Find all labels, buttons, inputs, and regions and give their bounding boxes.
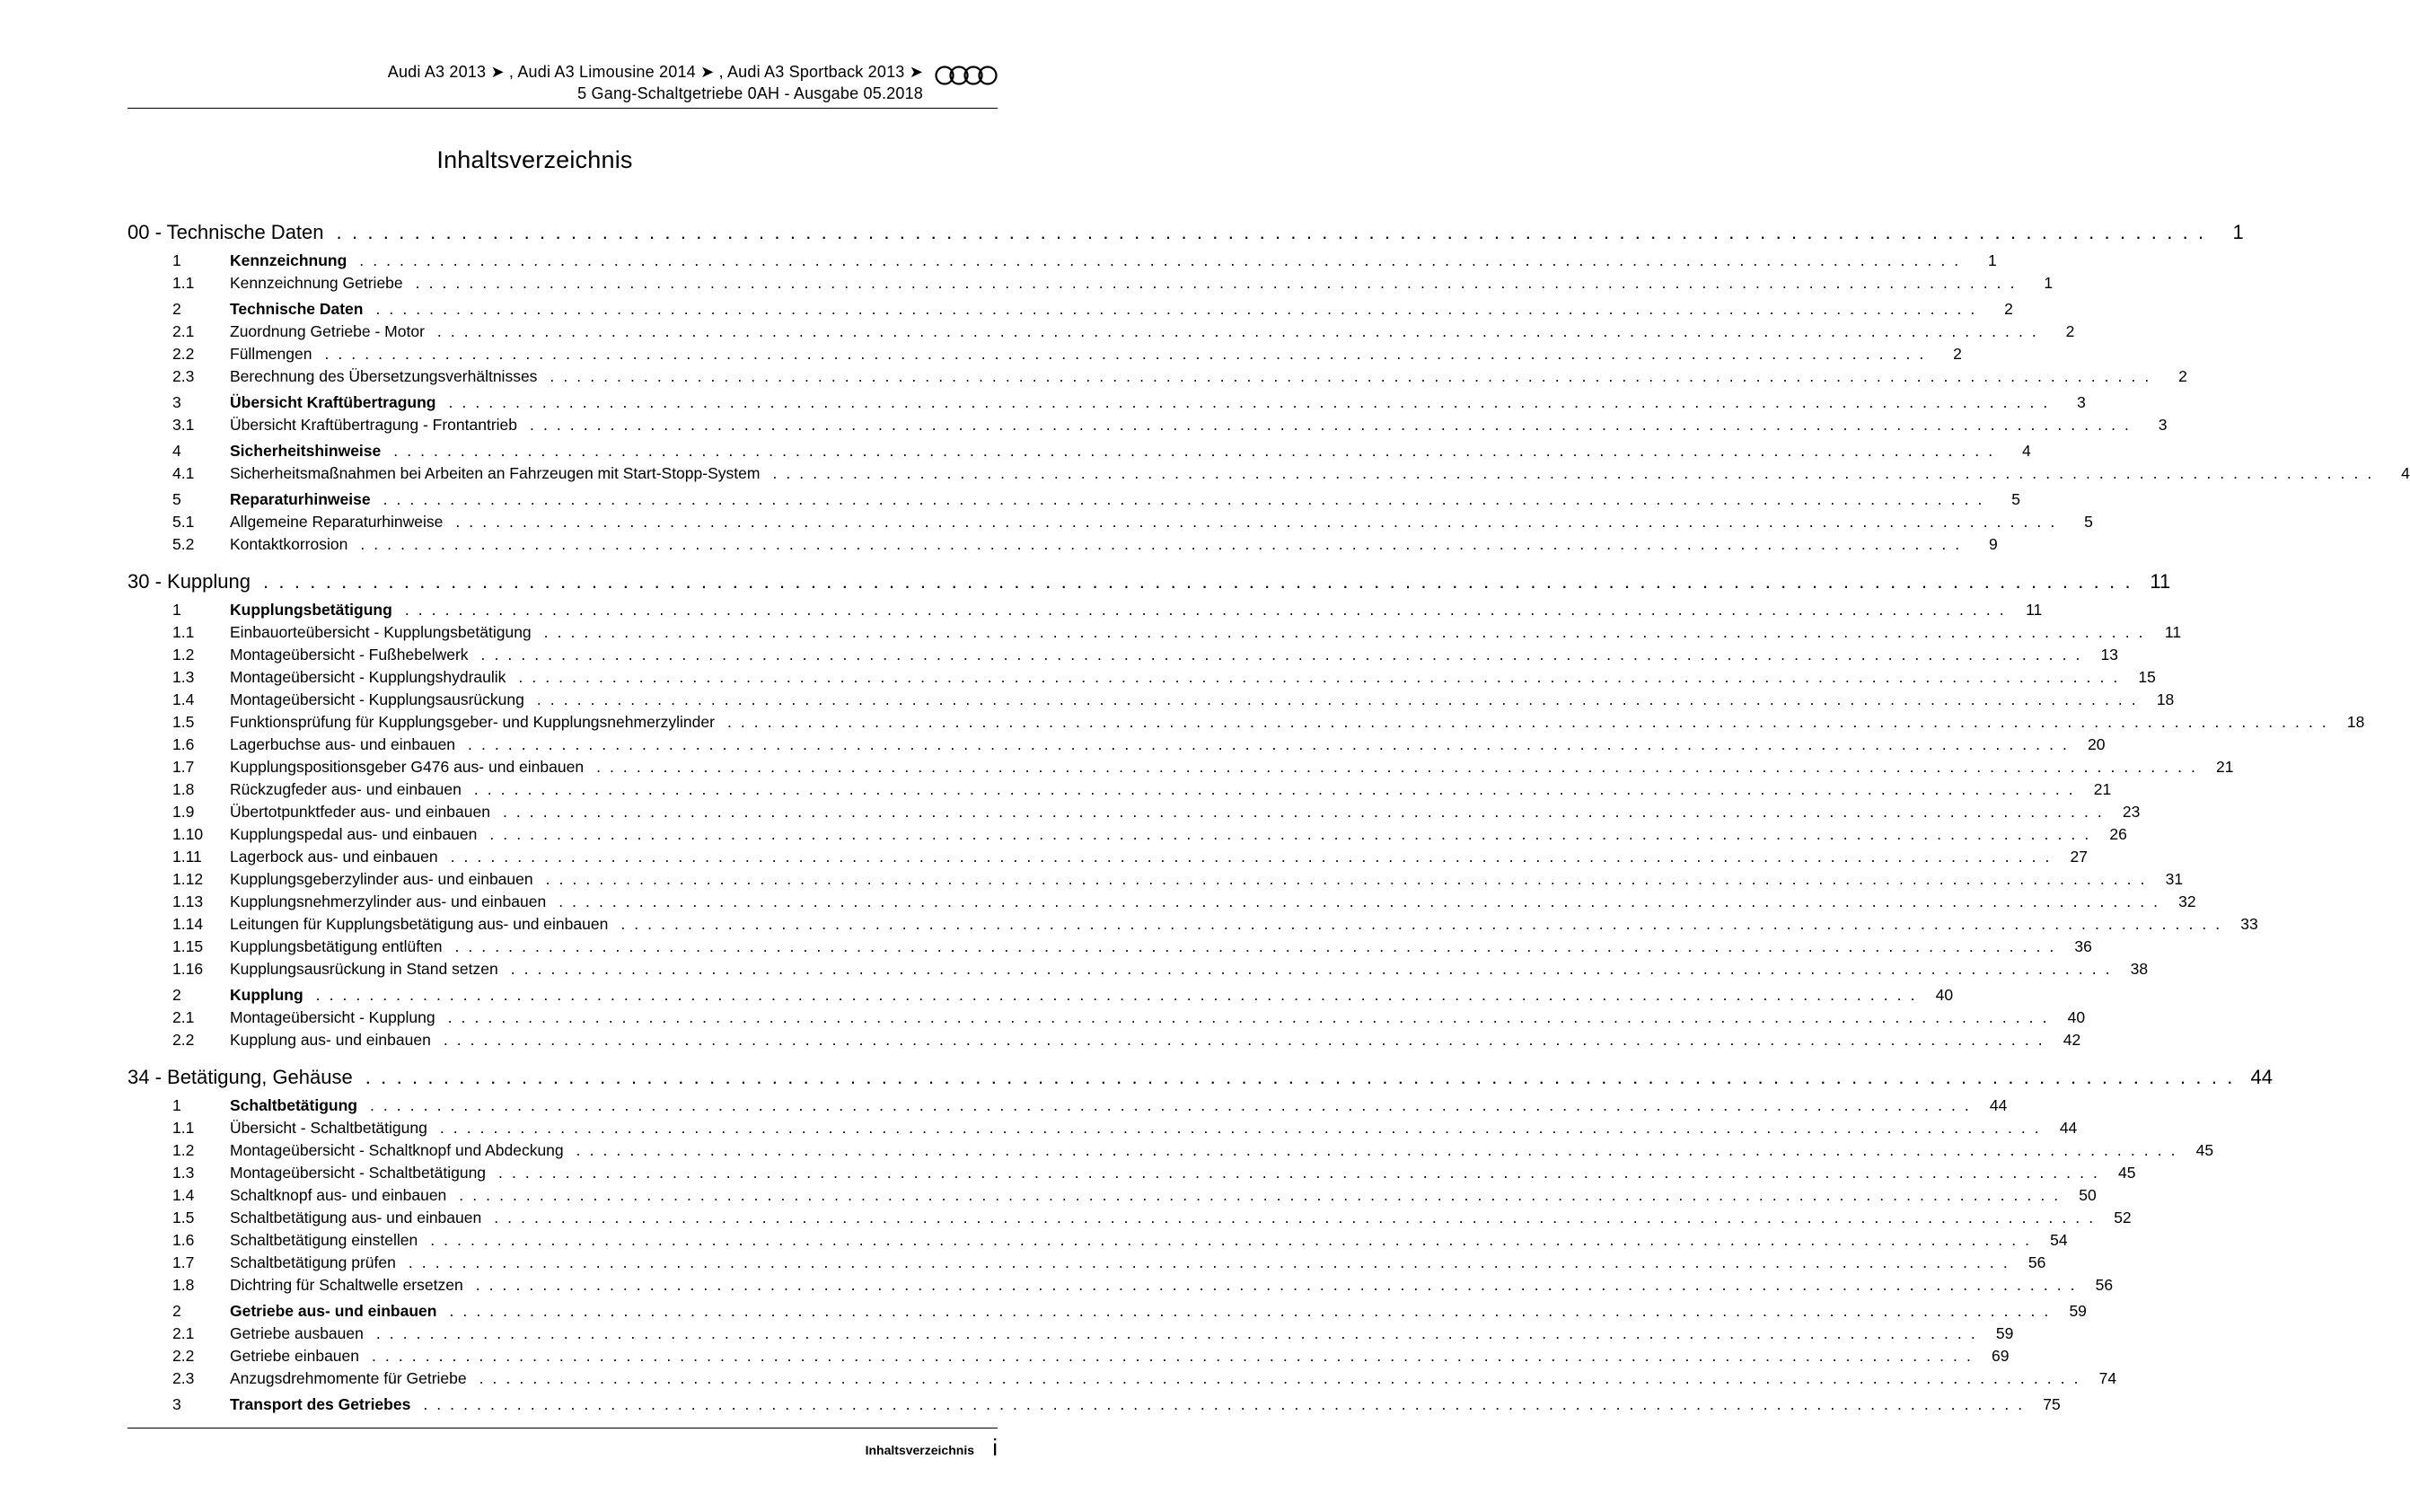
toc-entry-number: 1.9 <box>172 803 195 821</box>
toc-entry-title: Montageübersicht - Kupplung <box>230 1008 435 1026</box>
toc-page-number: 11 <box>2150 570 2171 593</box>
toc-entry-number: 1.7 <box>172 758 195 776</box>
toc-page-number: 45 <box>2118 1164 2136 1182</box>
toc-page-number: 40 <box>2067 1008 2086 1026</box>
toc-dot-leader: . . . . . . . . . . . . . . . . . . . . . . . . . . . . . . . . . . . . . . . . . . . . . . . . . . . . . . . . . . . . . . . . . . . . . . . . . . . . . . . . . . . . . . . . . . . . . . . . . . . . . . . . . . . . . . . . . . . . . . . . <box>455 513 2057 531</box>
toc-entry-title: Schaltknopf aus- und einbauen <box>230 1186 447 1204</box>
toc-dot-leader: . . . . . . . . . . . . . . . . . . . . . . . . . . . . . . . . . . . . . . . . . . . . . . . . . . . . . . . . . . . . . . . . . . . . . . . . . . . . . . . . . . . . . . . . . . . . . . . . . . . . . . . . . . . . . . . . . . . . . . . . <box>408 1253 2010 1271</box>
toc-sub-row[interactable] <box>128 461 2410 483</box>
toc-entry-title: Kupplungspedal aus- und einbauen <box>230 825 478 843</box>
toc-sub-row[interactable] <box>128 532 1998 554</box>
header-manual-line: 5 Gang-Schaltgetriebe 0AH - Ausgabe 05.2018 <box>577 84 923 102</box>
toc-sub-row[interactable] <box>128 822 2127 844</box>
toc-page-number: 54 <box>2050 1231 2068 1249</box>
toc-section-row[interactable] <box>128 559 2171 593</box>
toc-page-number: 33 <box>2240 915 2258 933</box>
toc-dot-leader: . . . . . . . . . . . . . . . . . . . . . . . . . . . . . . . . . . . . . . . . . . . . . . . . . . . . . . . . . . . . . . . . . . . . . . . . . . . . . . . . . . . . . . . . . . . . . . . . . . . . . . . . . . . . . . . . . . . . . . . . <box>620 915 2222 933</box>
toc-page-number: 45 <box>2195 1141 2214 1159</box>
toc-dot-leader: . . . . . . . . . . . . . . . . . . . . . . . . . . . . . . . . . . . . . . . . . . . . . . . . . . . . . . . . . . . . . . . . . . . . . . . . . . . . . . . . . . . . . . . . . . . . . . . . . . . . . . . . . . . . . . . . . . . . . . . . <box>369 1096 1972 1114</box>
toc-entry-number: 1.8 <box>172 780 195 798</box>
toc-entry-number: 4 <box>172 442 181 460</box>
toc-entry-title: Reparaturhinweise <box>230 490 371 508</box>
toc-entry-number: 2.2 <box>172 1031 195 1049</box>
toc-entry-title: Funktionsprüfung für Kupplungsgeber- und Kupplungsnehmerzylinder <box>230 713 715 731</box>
toc-entry-title: Allgemeine Reparaturhinweise <box>230 513 444 531</box>
toc-entry-number: 1.3 <box>172 668 195 686</box>
toc-page-number: 3 <box>2077 393 2086 411</box>
toc-page-number: 44 <box>2250 1066 2273 1088</box>
toc-page-number: 2 <box>2178 367 2187 385</box>
toc-entry-title: Sicherheitsmaßnahmen bei Arbeiten an Fahrzeugen mit Start-Stopp-System <box>230 464 761 482</box>
toc-dot-leader: . . . . . . . . . . . . . . . . . . . . . . . . . . . . . . . . . . . . . . . . . . . . . . . . . . . . . . . . . . . . . . . . . . . . . . . . . . . . . . . . . . . . . . . . . . . . . . . . . . . . . . . . . . . . . . . . . . . . . . . . <box>372 1347 1974 1365</box>
toc-entry-number: 1.11 <box>172 848 202 866</box>
toc-page-number: 42 <box>2063 1031 2081 1049</box>
toc-sub-row[interactable] <box>128 889 2196 911</box>
toc-sub-row[interactable] <box>128 799 2141 822</box>
toc-dot-leader: . . . . . . . . . . . . . . . . . . . . . . . . . . . . . . . . . . . . . . . . . . . . . . . . . . . . . . . . . . . . . . . . . . . . . . . . . . . . . . . . . . . . . . . . . . . . . . . . . . . . . . . . . . . . . . . . . . . . . . . . <box>375 1324 1978 1342</box>
toc-entry-number: 1 <box>172 601 181 619</box>
toc-entry-number: 1.12 <box>172 870 204 888</box>
toc-dot-leader: . . . . . . . . . . . . . . . . . . . . . . . . . . . . . . . . . . . . . . . . . . . . . . . . . . . . . . . . . . . . . . . . . . . . . . . . . . . . . . . . . . . . . . . . . . . . . . . . . . . . . . . . . . . . . . . . . . . . . . . . <box>479 1369 2081 1387</box>
toc-entry-title: Übertotpunktfeder aus- und einbauen <box>230 803 490 821</box>
toc-dot-leader: . . . . . . . . . . . . . . . . . . . . . . . . . . . . . . . . . . . . . . . . . . . . . . . . . . . . . . . . . . . . . . . . . . . . . . . . . . . . . . . . . . . . . . . . . . . . . . . . . . . . . . . . . . . . . . . . . . . . . . . . <box>439 1119 2042 1137</box>
toc-entry-title: Kupplung aus- und einbauen <box>230 1031 431 1049</box>
toc-sub-row[interactable] <box>128 620 2182 642</box>
toc-entry-number: 2.3 <box>172 1369 195 1387</box>
toc-sub-row[interactable] <box>128 1321 2014 1343</box>
toc-entry-number: 3 <box>172 393 181 411</box>
toc-entry-number: 2.1 <box>172 1324 195 1342</box>
toc-page-number: 26 <box>2109 825 2127 843</box>
page-header <box>128 61 998 109</box>
toc-dot-leader: . . . . . . . . . . . . . . . . . . . . . . . . . . . . . . . . . . . . . . . . . . . . . . . . . . . . . . . . . . . . . . . . . . . . . . . . . . . . . . . . . . . . . . . . . . . . . . . . . . . . . . . . . . . . . . . . . . . . . . . . <box>365 1066 2235 1088</box>
toc-page-number: 75 <box>2043 1395 2061 1413</box>
toc-dot-leader: . . . . . . . . . . . . . . . . . . . . . . . . . . . . . . . . . . . . . . . . . . . . . . . . . . . . . . . . . . . . . . . . . . . . . . . . . . . . . . . . . . . . . . . . . . . . . . . . . . . . . . . . . . . . . . . . . . . . . . . . <box>530 416 2132 434</box>
toc-page-number: 31 <box>2165 870 2184 888</box>
toc-sub-row[interactable] <box>128 1272 2114 1295</box>
toc-entry-number: 1 <box>172 251 181 269</box>
toc-entry-title: Kontaktkorrosion <box>230 535 348 553</box>
toc-entry-title: Kupplungspositionsgeber G476 aus- und einbauen <box>230 758 585 776</box>
toc-sub-row[interactable] <box>128 1343 2010 1366</box>
toc-entry-number: 1.5 <box>172 1209 195 1226</box>
toc-dot-leader: . . . . . . . . . . . . . . . . . . . . . . . . . . . . . . . . . . . . . . . . . . . . . . . . . . . . . . . . . . . . . . . . . . . . . . . . . . . . . . . . . . . . . . . . . . . . . . . . . . . . . . . . . . . . . . . . . . . . . . . . <box>360 535 1962 553</box>
toc-page-number: 1 <box>1987 251 1997 269</box>
toc-sub-row[interactable] <box>128 364 2187 386</box>
toc-dot-leader: . . . . . . . . . . . . . . . . . . . . . . . . . . . . . . . . . . . . . . . . . . . . . . . . . . . . . . . . . . . . . . . . . . . . . . . . . . . . . . . . . . . . . . . . . . . . . . . . . . . . . . . . . . . . . . . . . . . . . . . . <box>450 848 2053 866</box>
toc-chapter-row[interactable] <box>128 390 2086 412</box>
toc-entry-number: 1.1 <box>172 274 195 292</box>
toc-sub-row[interactable] <box>128 509 2093 532</box>
toc-page-number: 40 <box>1935 986 1954 1004</box>
toc-page-number: 74 <box>2098 1369 2117 1387</box>
toc-page-number: 15 <box>2138 668 2156 686</box>
toc-entry-title: Kupplungsnehmerzylinder aus- und einbauen <box>230 892 547 910</box>
toc-sub-row[interactable] <box>128 1115 2078 1138</box>
toc-page-number: 4 <box>2401 464 2410 482</box>
toc-page-number: 2 <box>2065 322 2075 340</box>
toc-entry-number: 1.13 <box>172 892 204 910</box>
toc-dot-leader: . . . . . . . . . . . . . . . . . . . . . . . . . . . . . . . . . . . . . . . . . . . . . . . . . . . . . . . . . . . . . . . . . . . . . . . . . . . . . . . . . . . . . . . . . . . . . . . . . . . . . . . . . . . . . . . . . . . . . . . . <box>545 870 2148 888</box>
toc-sub-row[interactable] <box>128 956 2149 979</box>
toc-sub-row[interactable] <box>128 319 2075 341</box>
toc-dot-leader: . . . . . . . . . . . . . . . . . . . . . . . . . . . . . . . . . . . . . . . . . . . . . . . . . . . . . . . . . . . . . . . . . . . . . . . . . . . . . . . . . . . . . . . . . . . . . . . . . . . . . . . . . . . . . . . . . . . . . . . . <box>550 367 2151 385</box>
toc-entry-title: Übersicht Kraftübertragung - Frontantrieb <box>230 416 518 434</box>
toc-entry-title: Montageübersicht - Schaltknopf und Abdeckung <box>230 1141 564 1159</box>
toc-page-number: 36 <box>2074 937 2092 955</box>
toc-entry-number: 2.2 <box>172 345 195 363</box>
toc-entry-title: Zuordnung Getriebe - Motor <box>230 322 425 340</box>
toc-entry-title: Transport des Getriebes <box>230 1395 411 1413</box>
toc-sub-row[interactable] <box>128 709 2365 732</box>
toc-entry-number: 2.2 <box>172 1347 195 1365</box>
toc-sub-row[interactable] <box>128 1227 2068 1250</box>
toc-chapter-row[interactable] <box>128 1093 2008 1115</box>
toc-dot-leader: . . . . . . . . . . . . . . . . . . . . . . . . . . . . . . . . . . . . . . . . . . . . . . . . . . . . . . . . . . . . . . . . . . . . . . . . . . . . . . . . . . . . . . . . . . . . . . . . . . . . . . . . . . . . . . . . . . . . . . . . <box>489 825 2091 843</box>
toc-page-number: 4 <box>2021 442 2031 460</box>
toc-sub-row[interactable] <box>128 754 2234 777</box>
toc-page-number: 38 <box>2130 960 2149 978</box>
toc-section-row[interactable] <box>128 1055 2273 1089</box>
toc-dot-leader: . . . . . . . . . . . . . . . . . . . . . . . . . . . . . . . . . . . . . . . . . . . . . . . . . . . . . . . . . . . . . . . . . . . . . . . . . . . . . . . . . . . . . . . . . . . . . . . . . . . . . . . . . . . . . . . . . . . . . . . . <box>510 960 2113 978</box>
toc-dot-leader: . . . . . . . . . . . . . . . . . . . . . . . . . . . . . . . . . . . . . . . . . . . . . . . . . . . . . . . . . . . . . . . . . . . . . . . . . . . . . . . . . . . . . . . . . . . . . . . . . . . . . . . . . . . . . . . . . . . . . . . . <box>449 1302 2051 1320</box>
toc-entry-title: Montageübersicht - Schaltbetätigung <box>230 1164 487 1182</box>
toc-sub-row[interactable] <box>128 687 2175 709</box>
toc-entry-title: Getriebe aus- und einbauen <box>230 1302 437 1320</box>
toc-entry-number: 1.2 <box>172 1141 195 1159</box>
toc-entry-number: 2 <box>172 1302 181 1320</box>
toc-page-number: 18 <box>2346 713 2365 731</box>
toc-page-number: 5 <box>2011 490 2021 508</box>
toc-chapter-row[interactable] <box>128 597 2043 620</box>
toc-sub-row[interactable] <box>128 664 2156 687</box>
toc-entry-title: Schaltbetätigung <box>230 1096 357 1114</box>
toc-dot-leader: . . . . . . . . . . . . . . . . . . . . . . . . . . . . . . . . . . . . . . . . . . . . . . . . . . . . . . . . . . . . . . . . . . . . . . . . . . . . . . . . . . . . . . . . . . . . . . . . . . . . . . . . . . . . . . . . . . . . . . . . <box>772 464 2374 482</box>
toc-page-number: 32 <box>2178 892 2196 910</box>
toc-entry-title: Schaltbetätigung prüfen <box>230 1253 396 1271</box>
toc-page-number: 27 <box>2070 848 2089 866</box>
page-title: Inhaltsverzeichnis <box>436 146 633 173</box>
toc-entry-title: Montageübersicht - Fußhebelwerk <box>230 646 469 664</box>
toc-entry-number: 1.1 <box>172 623 195 641</box>
toc-section-row[interactable] <box>128 210 2244 244</box>
toc-sub-row[interactable] <box>128 1027 2081 1050</box>
toc-entry-title: Kupplung <box>230 986 303 1004</box>
toc-entry-title: Übersicht - Schaltbetätigung <box>230 1119 427 1137</box>
toc-entry-title: Montageübersicht - Kupplungsausrückung <box>230 690 524 708</box>
toc-dot-leader: . . . . . . . . . . . . . . . . . . . . . . . . . . . . . . . . . . . . . . . . . . . . . . . . . . . . . . . . . . . . . . . . . . . . . . . . . . . . . . . . . . . . . . . . . . . . . . . . . . . . . . . . . . . . . . . . . . . . . . . . <box>468 735 2070 753</box>
toc-entry-number: 1.1 <box>172 1119 195 1137</box>
toc-page-number: 1 <box>2232 221 2244 243</box>
toc-entry-number: 1.4 <box>172 690 195 708</box>
toc-page-number: 21 <box>2093 780 2112 798</box>
toc-sub-row[interactable] <box>128 1138 2214 1160</box>
toc-sub-row[interactable] <box>128 1005 2086 1027</box>
toc-page-number: 56 <box>2095 1276 2114 1294</box>
toc-entry-title: Kupplungsausrückung in Stand setzen <box>230 960 498 978</box>
toc-page-number: 52 <box>2114 1209 2132 1226</box>
audi-rings-icon <box>935 65 998 86</box>
toc-entry-number: 5 <box>172 490 181 508</box>
toc-page-number: 20 <box>2088 735 2106 753</box>
toc-entry-title: Getriebe einbauen <box>230 1347 359 1365</box>
toc-entry-title: Rückzugfeder aus- und einbauen <box>230 780 462 798</box>
toc-entry-number: 2.1 <box>172 1008 195 1026</box>
toc-dot-leader: . . . . . . . . . . . . . . . . . . . . . . . . . . . . . . . . . . . . . . . . . . . . . . . . . . . . . . . . . . . . . . . . . . . . . . . . . . . . . . . . . . . . . . . . . . . . . . . . . . . . . . . . . . . . . . . . . . . . . . . . <box>383 490 1985 508</box>
toc-page-number: 3 <box>2158 416 2168 434</box>
toc-sub-row[interactable] <box>128 270 2054 293</box>
toc-entry-title: Kupplungsbetätigung <box>230 601 392 619</box>
toc-dot-leader: . . . . . . . . . . . . . . . . . . . . . . . . . . . . . . . . . . . . . . . . . . . . . . . . . . . . . . . . . . . . . . . . . . . . . . . . . . . . . . . . . . . . . . . . . . . . . . . . . . . . . . . . . . . . . . . . . . . . . . . . <box>475 1276 2078 1294</box>
toc-dot-leader: . . . . . . . . . . . . . . . . . . . . . . . . . . . . . . . . . . . . . . . . . . . . . . . . . . . . . . . . . . . . . . . . . . . . . . . . . . . . . . . . . . . . . . . . . . . . . . . . . . . . . . . . . . . . . . . . . . . . . . . . <box>359 251 1961 269</box>
toc-page-number: 59 <box>1995 1324 2014 1342</box>
toc-entry-number: 1.6 <box>172 735 195 753</box>
toc-dot-leader: . . . . . . . . . . . . . . . . . . . . . . . . . . . . . . . . . . . . . . . . . . . . . . . . . . . . . . . . . . . . . . . . . . . . . . . . . . . . . . . . . . . . . . . . . . . . . . . . . . . . . . . . . . . . . . . . . . . . . . . . <box>448 393 2050 411</box>
toc-sub-row[interactable] <box>128 911 2258 934</box>
toc-entry-number: 1.10 <box>172 825 204 843</box>
header-vehicle-line: Audi A3 2013 ➤ , Audi A3 Limousine 2014 ➤ , Audi A3 Sportback 2013 ➤ <box>387 63 923 81</box>
footer-label: Inhaltsverzeichnis <box>865 1443 974 1457</box>
toc-entry-number: 2.1 <box>172 322 195 340</box>
toc-entry-title: Einbauorteübersicht - Kupplungsbetätigung <box>230 623 532 641</box>
toc-entry-title: Lagerbock aus- und einbauen <box>230 848 438 866</box>
toc-page-number: 11 <box>2026 601 2043 619</box>
toc-entry-number: 1.16 <box>172 960 204 978</box>
toc-entry-number: 4.1 <box>172 464 195 482</box>
toc-entry-title: Sicherheitshinweise <box>230 442 382 460</box>
toc-dot-leader: . . . . . . . . . . . . . . . . . . . . . . . . . . . . . . . . . . . . . . . . . . . . . . . . . . . . . . . . . . . . . . . . . . . . . . . . . . . . . . . . . . . . . . . . . . . . . . . . . . . . . . . . . . . . . . . . . . . . . . . . <box>726 713 2329 731</box>
toc-entry-number: 2.3 <box>172 367 195 385</box>
toc-chapter-row[interactable] <box>128 438 2031 461</box>
toc-entry-number: 1.14 <box>172 915 204 933</box>
toc-dot-leader: . . . . . . . . . . . . . . . . . . . . . . . . . . . . . . . . . . . . . . . . . . . . . . . . . . . . . . . . . . . . . . . . . . . . . . . . . . . . . . . . . . . . . . . . . . . . . . . . . . . . . . . . . . . . . . . . . . . . . . . . <box>336 221 2206 243</box>
toc-sub-row[interactable] <box>128 866 2184 889</box>
toc-sub-row[interactable] <box>128 777 2112 799</box>
toc-chapter-row[interactable] <box>128 1392 2061 1414</box>
toc-dot-leader: . . . . . . . . . . . . . . . . . . . . . . . . . . . . . . . . . . . . . . . . . . . . . . . . . . . . . . . . . . . . . . . . . . . . . . . . . . . . . . . . . . . . . . . . . . . . . . . . . . . . . . . . . . . . . . . . . . . . . . . . <box>415 274 2018 292</box>
toc-page-number: 59 <box>2069 1302 2087 1320</box>
toc-chapter-row[interactable] <box>128 296 2013 319</box>
toc-entry-number: 1.8 <box>172 1276 195 1294</box>
toc-dot-leader: . . . . . . . . . . . . . . . . . . . . . . . . . . . . . . . . . . . . . . . . . . . . . . . . . . . . . . . . . . . . . . . . . . . . . . . . . . . . . . . . . . . . . . . . . . . . . . . . . . . . . . . . . . . . . . . . . . . . . . . . <box>263 570 2133 593</box>
toc-entry-title: 34 - Betätigung, Gehäuse <box>128 1066 353 1088</box>
toc-dot-leader: . . . . . . . . . . . . . . . . . . . . . . . . . . . . . . . . . . . . . . . . . . . . . . . . . . . . . . . . . . . . . . . . . . . . . . . . . . . . . . . . . . . . . . . . . . . . . . . . . . . . . . . . . . . . . . . . . . . . . . . . <box>436 322 2039 340</box>
toc-sub-row[interactable] <box>128 642 2118 664</box>
toc-dot-leader: . . . . . . . . . . . . . . . . . . . . . . . . . . . . . . . . . . . . . . . . . . . . . . . . . . . . . . . . . . . . . . . . . . . . . . . . . . . . . . . . . . . . . . . . . . . . . . . . . . . . . . . . . . . . . . . . . . . . . . . . <box>576 1141 2178 1159</box>
toc-entry-title: Getriebe ausbauen <box>230 1324 364 1342</box>
toc-dot-leader: . . . . . . . . . . . . . . . . . . . . . . . . . . . . . . . . . . . . . . . . . . . . . . . . . . . . . . . . . . . . . . . . . . . . . . . . . . . . . . . . . . . . . . . . . . . . . . . . . . . . . . . . . . . . . . . . . . . . . . . . <box>518 668 2120 686</box>
toc-dot-leader: . . . . . . . . . . . . . . . . . . . . . . . . . . . . . . . . . . . . . . . . . . . . . . . . . . . . . . . . . . . . . . . . . . . . . . . . . . . . . . . . . . . . . . . . . . . . . . . . . . . . . . . . . . . . . . . . . . . . . . . . <box>498 1164 2100 1182</box>
toc-page-number: 1 <box>2044 274 2054 292</box>
toc-entry-title: Kupplungsgeberzylinder aus- und einbauen <box>230 870 533 888</box>
toc-entry-title: Kennzeichnung <box>230 251 347 269</box>
toc-page-number: 56 <box>2027 1253 2046 1271</box>
toc-dot-leader: . . . . . . . . . . . . . . . . . . . . . . . . . . . . . . . . . . . . . . . . . . . . . . . . . . . . . . . . . . . . . . . . . . . . . . . . . . . . . . . . . . . . . . . . . . . . . . . . . . . . . . . . . . . . . . . . . . . . . . . . <box>596 758 2198 776</box>
toc-entry-number: 1.3 <box>172 1164 195 1182</box>
page-footer <box>128 1428 998 1464</box>
toc-entry-number: 3.1 <box>172 416 195 434</box>
toc-page-number: 50 <box>2079 1186 2097 1204</box>
toc-dot-leader: . . . . . . . . . . . . . . . . . . . . . . . . . . . . . . . . . . . . . . . . . . . . . . . . . . . . . . . . . . . . . . . . . . . . . . . . . . . . . . . . . . . . . . . . . . . . . . . . . . . . . . . . . . . . . . . . . . . . . . . . <box>393 442 1995 460</box>
toc-page-number: 44 <box>1989 1096 2008 1114</box>
toc-sub-row[interactable] <box>128 732 2106 754</box>
toc-page-number: 21 <box>2216 758 2234 776</box>
toc-chapter-row[interactable] <box>128 487 2021 509</box>
toc-entry-number: 2 <box>172 986 181 1004</box>
toc-dot-leader: . . . . . . . . . . . . . . . . . . . . . . . . . . . . . . . . . . . . . . . . . . . . . . . . . . . . . . . . . . . . . . . . . . . . . . . . . . . . . . . . . . . . . . . . . . . . . . . . . . . . . . . . . . . . . . . . . . . . . . . . <box>536 690 2139 708</box>
toc-entry-title: Kennzeichnung Getriebe <box>230 274 403 292</box>
toc-dot-leader: . . . . . . . . . . . . . . . . . . . . . . . . . . . . . . . . . . . . . . . . . . . . . . . . . . . . . . . . . . . . . . . . . . . . . . . . . . . . . . . . . . . . . . . . . . . . . . . . . . . . . . . . . . . . . . . . . . . . . . . . <box>423 1395 2025 1413</box>
toc-entry-title: 00 - Technische Daten <box>128 221 324 243</box>
toc-entry-number: 2 <box>172 300 181 318</box>
toc-entry-number: 5.2 <box>172 535 195 553</box>
toc-dot-leader: . . . . . . . . . . . . . . . . . . . . . . . . . . . . . . . . . . . . . . . . . . . . . . . . . . . . . . . . . . . . . . . . . . . . . . . . . . . . . . . . . . . . . . . . . . . . . . . . . . . . . . . . . . . . . . . . . . . . . . . . <box>473 780 2076 798</box>
toc-page-number: 5 <box>2084 513 2093 531</box>
toc-entry-title: Lagerbuchse aus- und einbauen <box>230 735 456 753</box>
toc-entry-title: Montageübersicht - Kupplungshydraulik <box>230 668 506 686</box>
toc-dot-leader: . . . . . . . . . . . . . . . . . . . . . . . . . . . . . . . . . . . . . . . . . . . . . . . . . . . . . . . . . . . . . . . . . . . . . . . . . . . . . . . . . . . . . . . . . . . . . . . . . . . . . . . . . . . . . . . . . . . . . . . . <box>459 1186 2061 1204</box>
toc-entry-title: Schaltbetätigung aus- und einbauen <box>230 1209 482 1226</box>
toc-entry-title: Leitungen für Kupplungsbetätigung aus- und einbauen <box>230 915 609 933</box>
toc-entry-number: 1.6 <box>172 1231 195 1249</box>
toc-entry-title: Kupplungsbetätigung entlüften <box>230 937 443 955</box>
toc-entry-number: 3 <box>172 1395 181 1413</box>
toc-sub-row[interactable] <box>128 844 2089 866</box>
toc-entry-number: 5.1 <box>172 513 195 531</box>
toc-page-number: 69 <box>1991 1347 2010 1365</box>
toc-chapter-row[interactable] <box>128 1298 2087 1321</box>
toc-dot-leader: . . . . . . . . . . . . . . . . . . . . . . . . . . . . . . . . . . . . . . . . . . . . . . . . . . . . . . . . . . . . . . . . . . . . . . . . . . . . . . . . . . . . . . . . . . . . . . . . . . . . . . . . . . . . . . . . . . . . . . . . <box>443 1031 2045 1049</box>
toc-sub-row[interactable] <box>128 1160 2136 1182</box>
toc-sub-row[interactable] <box>128 1182 2097 1205</box>
toc-dot-leader: . . . . . . . . . . . . . . . . . . . . . . . . . . . . . . . . . . . . . . . . . . . . . . . . . . . . . . . . . . . . . . . . . . . . . . . . . . . . . . . . . . . . . . . . . . . . . . . . . . . . . . . . . . . . . . . . . . . . . . . . <box>315 986 1918 1004</box>
table-of-contents <box>128 205 2410 1414</box>
toc-entry-title: Berechnung des Übersetzungsverhältnisses <box>230 367 538 385</box>
toc-dot-leader: . . . . . . . . . . . . . . . . . . . . . . . . . . . . . . . . . . . . . . . . . . . . . . . . . . . . . . . . . . . . . . . . . . . . . . . . . . . . . . . . . . . . . . . . . . . . . . . . . . . . . . . . . . . . . . . . . . . . . . . . <box>375 300 1977 318</box>
toc-sub-row[interactable] <box>128 1250 2046 1272</box>
toc-entry-title: Schaltbetätigung einstellen <box>230 1231 418 1249</box>
toc-entry-number: 1.4 <box>172 1186 195 1204</box>
toc-dot-leader: . . . . . . . . . . . . . . . . . . . . . . . . . . . . . . . . . . . . . . . . . . . . . . . . . . . . . . . . . . . . . . . . . . . . . . . . . . . . . . . . . . . . . . . . . . . . . . . . . . . . . . . . . . . . . . . . . . . . . . . . <box>494 1209 2096 1226</box>
toc-dot-leader: . . . . . . . . . . . . . . . . . . . . . . . . . . . . . . . . . . . . . . . . . . . . . . . . . . . . . . . . . . . . . . . . . . . . . . . . . . . . . . . . . . . . . . . . . . . . . . . . . . . . . . . . . . . . . . . . . . . . . . . . <box>559 892 2160 910</box>
toc-dot-leader: . . . . . . . . . . . . . . . . . . . . . . . . . . . . . . . . . . . . . . . . . . . . . . . . . . . . . . . . . . . . . . . . . . . . . . . . . . . . . . . . . . . . . . . . . . . . . . . . . . . . . . . . . . . . . . . . . . . . . . . . <box>404 601 2007 619</box>
toc-dot-leader: . . . . . . . . . . . . . . . . . . . . . . . . . . . . . . . . . . . . . . . . . . . . . . . . . . . . . . . . . . . . . . . . . . . . . . . . . . . . . . . . . . . . . . . . . . . . . . . . . . . . . . . . . . . . . . . . . . . . . . . . <box>447 1008 2050 1026</box>
toc-entry-number: 1.5 <box>172 713 195 731</box>
toc-entry-title: Füllmengen <box>230 345 312 363</box>
toc-entry-title: Übersicht Kraftübertragung <box>230 393 436 411</box>
toc-dot-leader: . . . . . . . . . . . . . . . . . . . . . . . . . . . . . . . . . . . . . . . . . . . . . . . . . . . . . . . . . . . . . . . . . . . . . . . . . . . . . . . . . . . . . . . . . . . . . . . . . . . . . . . . . . . . . . . . . . . . . . . . <box>454 937 2056 955</box>
toc-page-number: 11 <box>2164 623 2182 641</box>
footer-page-number: i <box>992 1434 998 1461</box>
toc-dot-leader: . . . . . . . . . . . . . . . . . . . . . . . . . . . . . . . . . . . . . . . . . . . . . . . . . . . . . . . . . . . . . . . . . . . . . . . . . . . . . . . . . . . . . . . . . . . . . . . . . . . . . . . . . . . . . . . . . . . . . . . . <box>543 623 2146 641</box>
toc-page-number: 18 <box>2156 690 2175 708</box>
toc-page-number: 2 <box>1953 345 1962 363</box>
toc-sub-row[interactable] <box>128 934 2092 956</box>
toc-page-number: 2 <box>2004 300 2013 318</box>
toc-page-number: 9 <box>1989 535 1998 553</box>
toc-page-number: 23 <box>2122 803 2141 821</box>
toc-dot-leader: . . . . . . . . . . . . . . . . . . . . . . . . . . . . . . . . . . . . . . . . . . . . . . . . . . . . . . . . . . . . . . . . . . . . . . . . . . . . . . . . . . . . . . . . . . . . . . . . . . . . . . . . . . . . . . . . . . . . . . . . <box>324 345 1926 363</box>
toc-dot-leader: . . . . . . . . . . . . . . . . . . . . . . . . . . . . . . . . . . . . . . . . . . . . . . . . . . . . . . . . . . . . . . . . . . . . . . . . . . . . . . . . . . . . . . . . . . . . . . . . . . . . . . . . . . . . . . . . . . . . . . . . <box>502 803 2105 821</box>
toc-dot-leader: . . . . . . . . . . . . . . . . . . . . . . . . . . . . . . . . . . . . . . . . . . . . . . . . . . . . . . . . . . . . . . . . . . . . . . . . . . . . . . . . . . . . . . . . . . . . . . . . . . . . . . . . . . . . . . . . . . . . . . . . <box>480 646 2082 664</box>
toc-sub-row[interactable] <box>128 1366 2117 1388</box>
toc-chapter-row[interactable] <box>128 248 1997 270</box>
toc-entry-title: Technische Daten <box>230 300 364 318</box>
toc-entry-title: Dichtring für Schaltwelle ersetzen <box>230 1276 463 1294</box>
toc-sub-row[interactable] <box>128 412 2168 435</box>
toc-dot-leader: . . . . . . . . . . . . . . . . . . . . . . . . . . . . . . . . . . . . . . . . . . . . . . . . . . . . . . . . . . . . . . . . . . . . . . . . . . . . . . . . . . . . . . . . . . . . . . . . . . . . . . . . . . . . . . . . . . . . . . . . <box>430 1231 2032 1249</box>
toc-sub-row[interactable] <box>128 341 1962 364</box>
toc-entry-number: 1.2 <box>172 646 195 664</box>
toc-page-number: 44 <box>2059 1119 2078 1137</box>
toc-entry-number: 1.15 <box>172 937 204 955</box>
toc-entry-title: Anzugsdrehmomente für Getriebe <box>230 1369 467 1387</box>
toc-entry-number: 1 <box>172 1096 181 1114</box>
toc-sub-row[interactable] <box>128 1205 2132 1227</box>
toc-entry-title: 30 - Kupplung <box>128 570 251 593</box>
toc-page-number: 13 <box>2100 646 2118 664</box>
toc-chapter-row[interactable] <box>128 982 1954 1005</box>
toc-entry-number: 1.7 <box>172 1253 195 1271</box>
